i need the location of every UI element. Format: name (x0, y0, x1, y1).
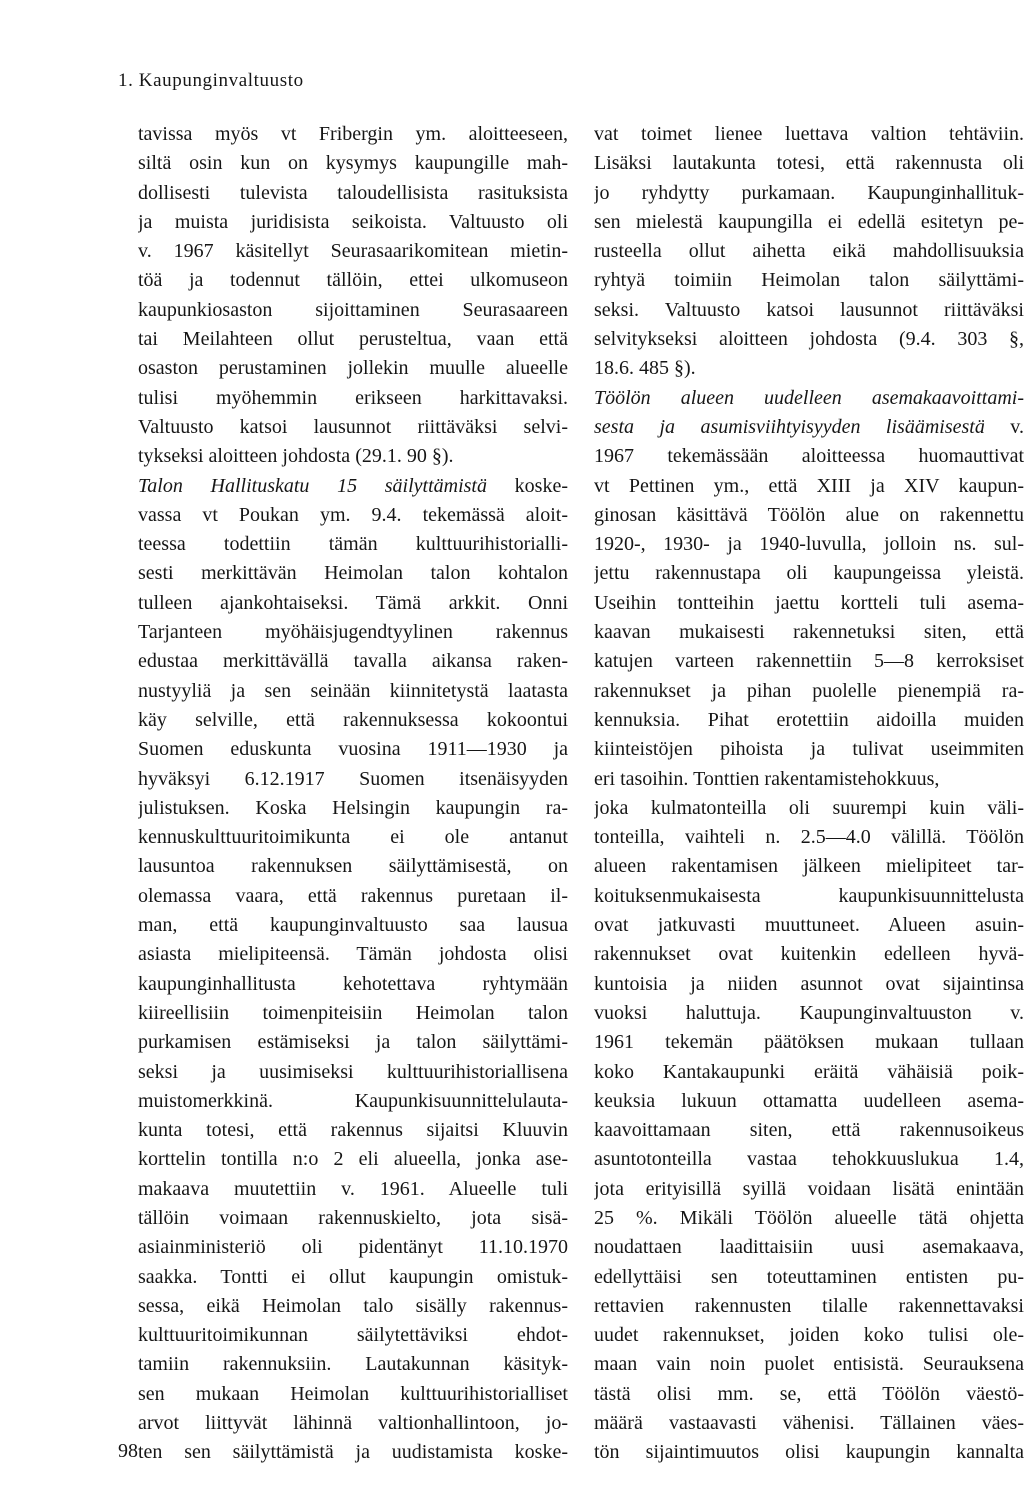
line-text: rettavien rakennusten tilalle rakennettavaksi (594, 1294, 1024, 1317)
line-text: edustaa merkittävällä tavalla aikansa raken- (138, 650, 568, 673)
text-line (594, 501, 1024, 530)
line-text: 25 %. Mikäli Töölön alueelle tätä ohjetta (594, 1206, 1024, 1229)
line-text: Lisäksi lautakunta totesi, että rakennusta oli (594, 152, 1024, 175)
text-line (138, 1058, 568, 1087)
line-text: teessa todettiin tämän kulttuurihistorialli- (138, 533, 568, 556)
text-line (138, 208, 568, 237)
text-line (594, 823, 1024, 852)
text-line (138, 413, 568, 442)
text-line (138, 1350, 568, 1379)
line-text: rakennukset ja pihan puolelle pienempiä ra- (594, 679, 1024, 702)
text-line (138, 647, 568, 676)
page-number: 98 (118, 1440, 138, 1462)
line-text: olemassa vaara, että rakennus puretaan il- (138, 884, 568, 907)
text-line (138, 823, 568, 852)
text-line (138, 120, 568, 149)
text-line (594, 706, 1024, 735)
text-line (138, 1263, 568, 1292)
line-text: kaavan mukaisesti rakennetuksi siten, että (594, 621, 1024, 644)
line-text: tällöin voimaan rakennuskielto, jota sisä- (138, 1206, 568, 1229)
text-line (138, 179, 568, 208)
line-text: ryhtyä toimiin Heimolan talon säilyttämi- (594, 269, 1024, 292)
line-text: vat toimet lienee luettava valtion tehtäviin. (594, 123, 1024, 145)
text-line (594, 1263, 1024, 1292)
text-line (594, 940, 1024, 969)
line-text: hyväksyi 6.12.1917 Suomen itsenäisyyden (138, 767, 568, 790)
text-line (594, 1321, 1024, 1350)
line-text: edellyttäisi sen toteuttaminen entisten pu- (594, 1265, 1024, 1288)
text-line (138, 882, 568, 911)
text-line (594, 677, 1024, 706)
line-text: Tarjanteen myöhäisjugendtyylinen rakennus (138, 621, 568, 644)
text-line (138, 940, 568, 969)
text-line (594, 1087, 1024, 1116)
text-line (594, 1438, 1024, 1467)
text-line (138, 1321, 568, 1350)
line-text: korttelin tontilla n:o 2 eli alueella, jonka ase- (138, 1148, 568, 1171)
line-text: tavissa myös vt Fribergin ym. aloitteeseen, (138, 123, 568, 145)
text-line (138, 618, 568, 647)
line-text: saakka. Tontti ei ollut kaupungin omistuk- (138, 1265, 568, 1288)
line-text: selvitykseksi aloitteen johdosta (9.4. 303 §, (594, 328, 1024, 351)
text-line (138, 384, 568, 413)
text-line (594, 237, 1024, 266)
text-line (594, 208, 1024, 237)
line-text: kiireellisiin toimenpiteisiin Heimolan talon (138, 1001, 568, 1024)
line-text: koituksenmukaisesta kaupunkisuunnittelusta (594, 884, 1024, 907)
text-line (138, 296, 568, 325)
line-text: ovat jatkuvasti muuttuneet. Alueen asuin- (594, 914, 1024, 937)
text-line (594, 354, 1024, 383)
line-text: tulisi myöhemmin erikseen harkittavaksi. (138, 386, 568, 409)
line-text: seksi. Valtuusto katsoi lausunnot riittäväksi (594, 298, 1024, 321)
line-text: alueen rakentamisen jälkeen mielipiteet tar- (594, 855, 1024, 878)
line-text: tulleen ajankohtaiseksi. Tämä arkkit. Onni (138, 591, 568, 614)
text-line (594, 413, 1024, 442)
text-line (594, 618, 1024, 647)
text-line (594, 970, 1024, 999)
line-text: arvot liittyvät lähinnä valtionhallintoon, jo- (138, 1412, 568, 1435)
line-text: muistomerkkinä. Kaupunkisuunnittelulauta- (138, 1089, 568, 1112)
text-line (594, 559, 1024, 588)
line-text: ja muista juridisista seikoista. Valtuusto oli (138, 210, 568, 233)
text-line (138, 1028, 568, 1057)
line-text: asiainministeriö oli pidentänyt 11.10.1970 (138, 1236, 568, 1259)
text-line (138, 559, 568, 588)
line-text: joka kulmatonteilla oli suurempi kuin väli- (594, 796, 1024, 819)
line-text: 1967 tekemässään aloitteessa huomauttivat (594, 445, 1024, 468)
line-text: osaston perustaminen jollekin muulle alueelle (138, 357, 568, 380)
text-line (594, 765, 1024, 794)
italic-heading: Töölön alueen uudelleen asemakaavoittami- (594, 386, 1024, 409)
text-line (138, 706, 568, 735)
text-line (138, 765, 568, 794)
line-text: julistuksen. Koska Helsingin kaupungin ra- (138, 796, 568, 819)
line-text: sen mielestä kaupungilla ei edellä esitetyn pe- (594, 210, 1024, 233)
text-line (138, 1292, 568, 1321)
text-line (138, 999, 568, 1028)
line-text: tykseksi aloitteen johdosta (29.1. 90 §). (138, 445, 454, 468)
text-line (138, 794, 568, 823)
line-text: koko Kantakaupunki eräitä vähäisiä poik- (594, 1060, 1024, 1083)
line-text: dollisesti tulevista taloudellisista rasituksista (138, 181, 568, 204)
text-line (138, 501, 568, 530)
text-line (594, 794, 1024, 823)
line-text: kiinteistöjen pihoista ja tulivat useimmiten (594, 738, 1024, 761)
line-text: nustyyliä ja sen seinään kiinnitetystä laatasta (138, 679, 568, 702)
line-text: sessa, eikä Heimolan talo sisälly rakennus- (138, 1294, 568, 1317)
text-line (138, 1175, 568, 1204)
line-text: vt Pettinen ym., että XIII ja XIV kaupun- (594, 474, 1024, 497)
text-line (594, 384, 1024, 413)
text-line (138, 1087, 568, 1116)
line-text: töä ja todennut tällöin, ettei ulkomuseon (138, 269, 568, 292)
line-text: kaupunginhallitusta kehotettava ryhtymään (138, 972, 568, 995)
line-text: 1920-, 1930- ja 1940-luvulla, jolloin ns. sul- (594, 533, 1024, 556)
text-line (594, 472, 1024, 501)
line-text: määrä vastaavasti vähenisi. Tällainen väes- (594, 1412, 1024, 1435)
line-text: uudet rakennukset, joiden koko tulisi ole- (594, 1324, 1024, 1347)
text-line (594, 325, 1024, 354)
text-line (138, 237, 568, 266)
text-line (594, 1409, 1024, 1438)
line-text: lausuntoa rakennuksen säilyttämisestä, on (138, 855, 568, 878)
line-text: tonteilla, vaihteli n. 2.5—4.0 välillä. Töölön (594, 826, 1024, 849)
text-line (594, 120, 1024, 149)
line-text: jo ryhdytty purkamaan. Kaupunginhallituk- (594, 181, 1024, 204)
italic-heading: sesta ja asumisviihtyisyyden lisäämisestä (594, 415, 985, 438)
text-line (594, 882, 1024, 911)
line-text: sen mukaan Heimolan kulttuurihistorialliset (138, 1382, 568, 1405)
line-text: eri tasoihin. Tonttien rakentamistehokkuus, (594, 767, 940, 790)
running-head: 1. Kaupunginvaltuusto (118, 70, 304, 91)
line-text: tai Meilahteen ollut perusteltua, vaan että (138, 328, 568, 351)
text-line (594, 149, 1024, 178)
line-text: rusteella ollut aihetta eikä mahdollisuuksia (594, 240, 1024, 263)
line-text: ten sen säilyttämistä ja uudistamista koske- (138, 1441, 568, 1464)
text-line (594, 647, 1024, 676)
text-line (594, 589, 1024, 618)
left-column (138, 120, 568, 1468)
line-text: purkamisen estämiseksi ja talon säilyttämi- (138, 1031, 568, 1054)
right-column (594, 120, 1024, 1468)
text-line (138, 735, 568, 764)
text-line (138, 852, 568, 881)
text-line (594, 999, 1024, 1028)
text-line (138, 1233, 568, 1262)
text-line (138, 472, 568, 501)
line-text: siltä osin kun on kysymys kaupungille mah- (138, 152, 568, 175)
line-text: koske- (486, 474, 568, 497)
line-text: Valtuusto katsoi lausunnot riittäväksi selvi- (138, 415, 568, 438)
line-text: tön sijaintimuutos olisi kaupungin kannalta (594, 1441, 1024, 1464)
line-text: kulttuuritoimikunnan säilytettäviksi ehdot- (138, 1324, 568, 1347)
text-line (138, 1145, 568, 1174)
text-line (594, 296, 1024, 325)
line-text: keuksia lukuun ottamatta uudelleen asema- (594, 1089, 1024, 1112)
text-line (138, 677, 568, 706)
line-text: kaupunkiosaston sijoittaminen Seurasaareen (138, 298, 568, 321)
text-line (138, 1438, 568, 1467)
line-text: jota erityisillä syillä voidaan lisätä enintään (594, 1177, 1024, 1200)
line-text: tamiin rakennuksiin. Lautakunnan käsityk- (138, 1353, 568, 1376)
text-line (138, 589, 568, 618)
line-text: Useihin tontteihin jaettu kortteli tuli asema- (594, 591, 1024, 614)
text-line (594, 1292, 1024, 1321)
line-text: jettu rakennustapa oli kaupungeissa yleistä. (594, 562, 1024, 585)
text-line (138, 325, 568, 354)
text-line (594, 1233, 1024, 1262)
text-line (594, 1058, 1024, 1087)
text-line (138, 442, 568, 471)
text-line (594, 1175, 1024, 1204)
line-text: kuntoisia ja niiden asunnot ovat sijaintinsa (594, 972, 1024, 995)
text-line (594, 1145, 1024, 1174)
text-line (138, 149, 568, 178)
text-line (594, 1116, 1024, 1145)
line-text: v. (984, 415, 1024, 438)
text-line (138, 266, 568, 295)
line-text: 18.6. 485 §). (594, 357, 696, 380)
italic-heading: Talon Hallituskatu 15 säilyttämistä (138, 474, 487, 497)
text-line (594, 735, 1024, 764)
line-text: v. 1967 käsitellyt Seurasaarikomitean mietin- (138, 240, 568, 263)
line-text: man, että kaupunginvaltuusto saa lausua (138, 914, 568, 937)
line-text: makaava muutettiin v. 1961. Alueelle tuli (138, 1177, 568, 1200)
line-text: maan vain noin puolet entisistä. Seurauksena (594, 1353, 1024, 1376)
text-line (138, 1116, 568, 1145)
text-line (594, 1028, 1024, 1057)
text-line (594, 1380, 1024, 1409)
line-text: vassa vt Poukan ym. 9.4. tekemässä aloit- (138, 503, 568, 526)
text-line (594, 1350, 1024, 1379)
text-line (594, 1204, 1024, 1233)
text-line (594, 179, 1024, 208)
text-line (138, 911, 568, 940)
line-text: noudattaen laadittaisiin uusi asemakaava, (594, 1236, 1024, 1259)
text-line (138, 970, 568, 999)
line-text: kennuskulttuuritoimikunta ei ole antanut (138, 826, 568, 849)
text-line (594, 852, 1024, 881)
text-line (594, 266, 1024, 295)
line-text: ginosan käsittävä Töölön alue on rakennettu (594, 503, 1024, 526)
text-line (594, 911, 1024, 940)
text-line (138, 530, 568, 559)
line-text: Suomen eduskunta vuosina 1911—1930 ja (138, 738, 568, 761)
text-line (138, 354, 568, 383)
line-text: asiasta mielipiteensä. Tämän johdosta olisi (138, 943, 568, 966)
line-text: vuoksi haluttuja. Kaupunginvaltuuston v. (594, 1001, 1024, 1024)
line-text: tästä olisi mm. se, että Töölön väestö- (594, 1382, 1024, 1405)
line-text: kennuksia. Pihat erotettiin aidoilla muiden (594, 708, 1024, 731)
line-text: rakennukset ovat kuitenkin edelleen hyvä- (594, 943, 1024, 966)
line-text: asuntotonteilla vastaa tehokkuuslukua 1.4, (594, 1148, 1024, 1171)
line-text: käy selville, että rakennuksessa kokoontui (138, 708, 568, 731)
text-line (138, 1380, 568, 1409)
line-text: 1961 tekemän päätöksen mukaan tullaan (594, 1031, 1024, 1054)
line-text: kunta totesi, että rakennus sijaitsi Kluuvin (138, 1119, 568, 1142)
line-text: katujen varteen rakennettiin 5—8 kerroksiset (594, 650, 1024, 673)
line-text: sesti merkittävän Heimolan talon kohtalon (138, 562, 568, 585)
text-line (594, 442, 1024, 471)
text-line (138, 1204, 568, 1233)
text-line (594, 530, 1024, 559)
text-line (138, 1409, 568, 1438)
line-text: seksi ja uusimiseksi kulttuurihistoriallisena (138, 1060, 568, 1083)
line-text: kaavoittamaan siten, että rakennusoikeus (594, 1119, 1024, 1142)
